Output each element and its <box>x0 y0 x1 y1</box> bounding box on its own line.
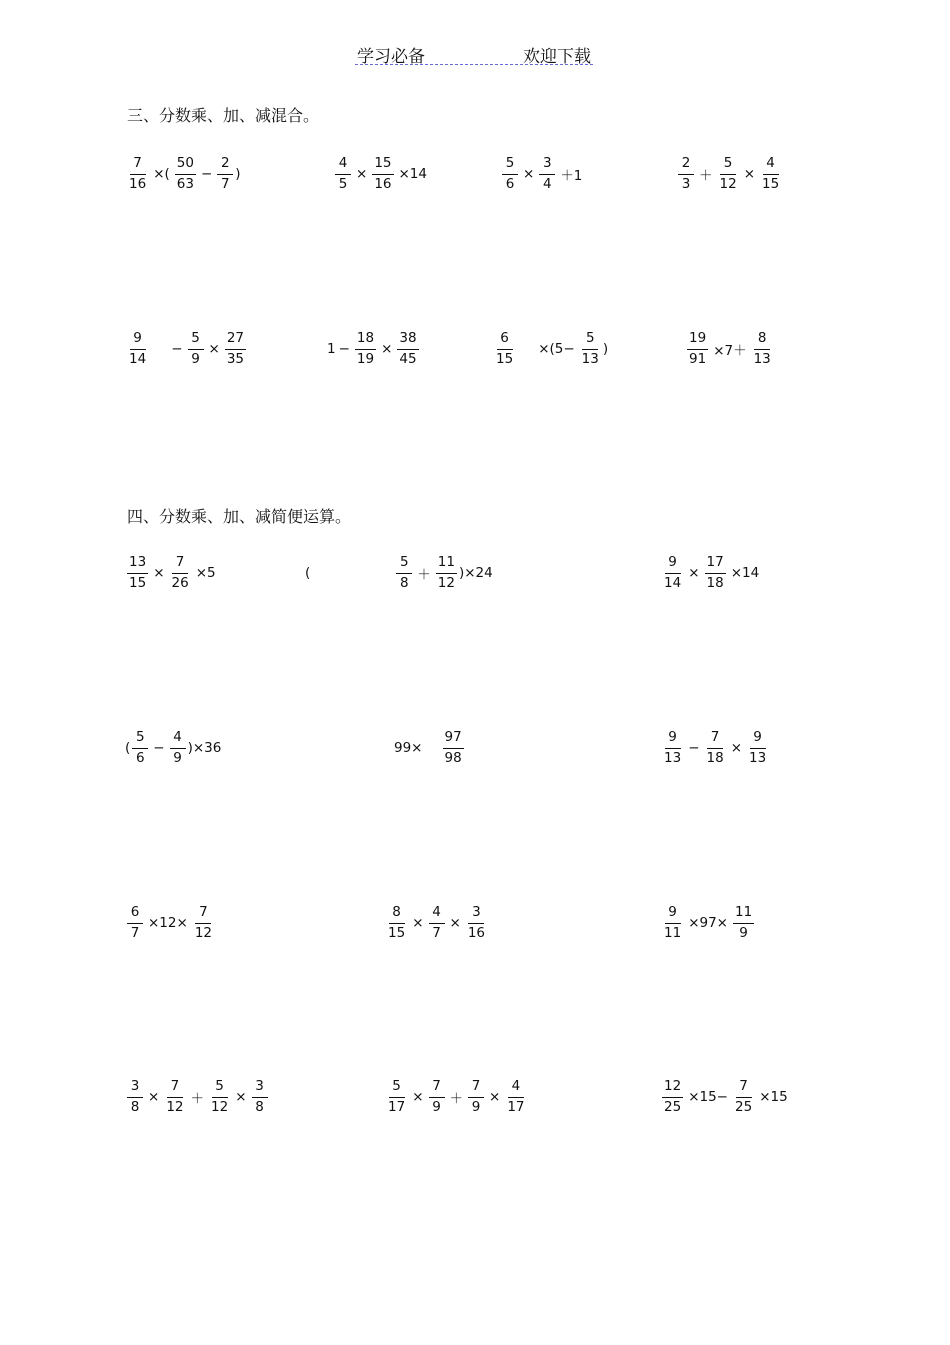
header-left-text: 学习必备 <box>357 47 425 67</box>
problem-4-8: $\frac{8}{15}$ × $\frac{4}{7}$ × $\frac{3}{16}$ <box>388 904 485 941</box>
fraction: $\frac{3}{8}$ <box>127 1080 143 1114</box>
fraction: $\frac{9}{13}$ <box>664 729 682 766</box>
fraction: $\frac{3}{8}$ <box>252 1080 268 1114</box>
fraction: $\frac{5}{6}$ <box>132 731 148 765</box>
fraction: $\frac{6}{7}$ <box>127 906 143 940</box>
fraction: $\frac{97}{98}$ <box>444 729 462 766</box>
fraction: $\frac{7}{9}$ <box>468 1080 484 1114</box>
fraction: $\frac{5}{13}$ <box>581 330 599 367</box>
problem-4-12: $\frac{12}{25}$ ×15− $\frac{7}{25}$ ×15 <box>664 1078 788 1115</box>
fraction: $\frac{9}{14}$ <box>664 554 682 591</box>
header-right-text: 欢迎下载 <box>523 47 591 67</box>
fraction: $\frac{3}{16}$ <box>467 904 485 941</box>
problem-4-3: $\frac{9}{14}$ × $\frac{17}{18}$ ×14 <box>664 554 760 591</box>
fraction: $\frac{4}{5}$ <box>335 157 351 191</box>
fraction: $\frac{3}{4}$ <box>539 157 555 191</box>
fraction: $\frac{5}{9}$ <box>188 332 204 366</box>
fraction: $\frac{7}{9}$ <box>429 1080 445 1114</box>
fraction: $\frac{7}{12}$ <box>194 904 212 941</box>
fraction: $\frac{50}{63}$ <box>176 155 194 192</box>
fraction: $\frac{4}{15}$ <box>762 155 780 192</box>
fraction: $\frac{17}{18}$ <box>706 554 724 591</box>
section-4-title: 四、分数乘、加、减简便运算。 <box>127 507 352 526</box>
problem-4-10: $\frac{3}{8}$ × $\frac{7}{12}$ ＋ $\frac{5}{12}$ × $\frac{3}{8}$ <box>125 1080 270 1114</box>
fraction: $\frac{4}{17}$ <box>507 1078 525 1115</box>
fraction: $\frac{7}{26}$ <box>171 554 189 591</box>
fraction: $\frac{38}{45}$ <box>399 330 417 367</box>
fraction: $\frac{27}{35}$ <box>226 330 244 367</box>
fraction: $\frac{5}{12}$ <box>211 1078 229 1115</box>
fraction: $\frac{7}{25}$ <box>735 1078 753 1115</box>
fraction: $\frac{19}{91}$ <box>689 330 707 367</box>
fraction: $\frac{5}{17}$ <box>388 1078 406 1115</box>
fraction: $\frac{12}{25}$ <box>664 1078 682 1115</box>
fraction: $\frac{18}{19}$ <box>356 330 375 367</box>
fraction: $\frac{15}{16}$ <box>374 155 392 192</box>
problem-3-8: $\frac{19}{91}$ ×7＋ $\frac{8}{13}$ <box>689 330 771 367</box>
fraction: $\frac{2}{7}$ <box>217 157 233 191</box>
fraction: $\frac{7}{16}$ <box>129 155 147 192</box>
fraction: $\frac{2}{3}$ <box>678 157 694 191</box>
fraction: $\frac{7}{18}$ <box>706 729 724 766</box>
fraction: $\frac{5}{12}$ <box>719 155 737 192</box>
fraction: $\frac{5}{6}$ <box>502 157 518 191</box>
problem-3-6: 1 − $\frac{18}{19}$ × $\frac{38}{45}$ <box>327 330 417 367</box>
problem-4-7: $\frac{6}{7}$ ×12× $\frac{7}{12}$ <box>125 906 216 940</box>
problem-3-5: $\frac{9}{14}$ − $\frac{5}{9}$ × $\frac{27}{35}$ <box>129 330 244 367</box>
problem-3-1: $\frac{7}{16}$ ×( $\frac{50}{63}$ − $\frac{2}{7}$ ) <box>129 155 241 192</box>
problem-4-11: $\frac{5}{17}$ × $\frac{7}{9}$ ＋ $\frac{7}{9}$ × $\frac{4}{17}$ <box>388 1078 525 1115</box>
fraction: $\frac{8}{13}$ <box>753 330 771 367</box>
problem-4-5: 99× $\frac{97}{98}$ <box>394 729 462 766</box>
fraction: $\frac{13}{15}$ <box>129 554 147 591</box>
fraction: $\frac{9}{13}$ <box>749 729 767 766</box>
problem-4-4: ( $\frac{5}{6}$ − $\frac{4}{9}$ )×36 <box>125 729 222 766</box>
problem-4-1: $\frac{13}{15}$ × $\frac{7}{26}$ ×5 <box>129 554 216 591</box>
problem-3-2: $\frac{4}{5}$ × $\frac{15}{16}$ ×14 <box>333 157 430 191</box>
fraction: $\frac{11}{9}$ <box>735 904 753 941</box>
fraction: $\frac{4}{9}$ <box>170 731 186 765</box>
problem-3-4: $\frac{2}{3}$ ＋ $\frac{5}{12}$ × $\frac{4}{15}$ <box>676 157 783 191</box>
fraction: $\frac{7}{12}$ <box>166 1078 184 1115</box>
problem-4-2: ( $\frac{5}{8}$ ＋ $\frac{11}{12}$ )×24 <box>305 554 493 591</box>
problem-4-6: $\frac{9}{13}$ − $\frac{7}{18}$ × $\frac{9}{13}$ <box>664 729 767 766</box>
fraction: $\frac{8}{15}$ <box>388 904 406 941</box>
problem-4-9: $\frac{9}{11}$ ×97× $\frac{11}{9}$ <box>664 904 753 941</box>
section-3-title: 三、分数乘、加、减混合。 <box>127 106 320 125</box>
fraction: $\frac{9}{11}$ <box>664 904 682 941</box>
fraction: $\frac{6}{15}$ <box>496 330 514 367</box>
fraction: $\frac{11}{12}$ <box>437 554 455 591</box>
page-header <box>355 42 593 65</box>
problem-3-3: $\frac{5}{6}$ × $\frac{3}{4}$ ＋1 <box>500 157 585 191</box>
fraction: $\frac{5}{8}$ <box>396 556 412 590</box>
problem-3-7: $\frac{6}{15}$ ×(5− $\frac{5}{13}$ ) <box>496 330 609 367</box>
fraction: $\frac{4}{7}$ <box>429 906 445 940</box>
fraction: $\frac{9}{14}$ <box>129 330 147 367</box>
